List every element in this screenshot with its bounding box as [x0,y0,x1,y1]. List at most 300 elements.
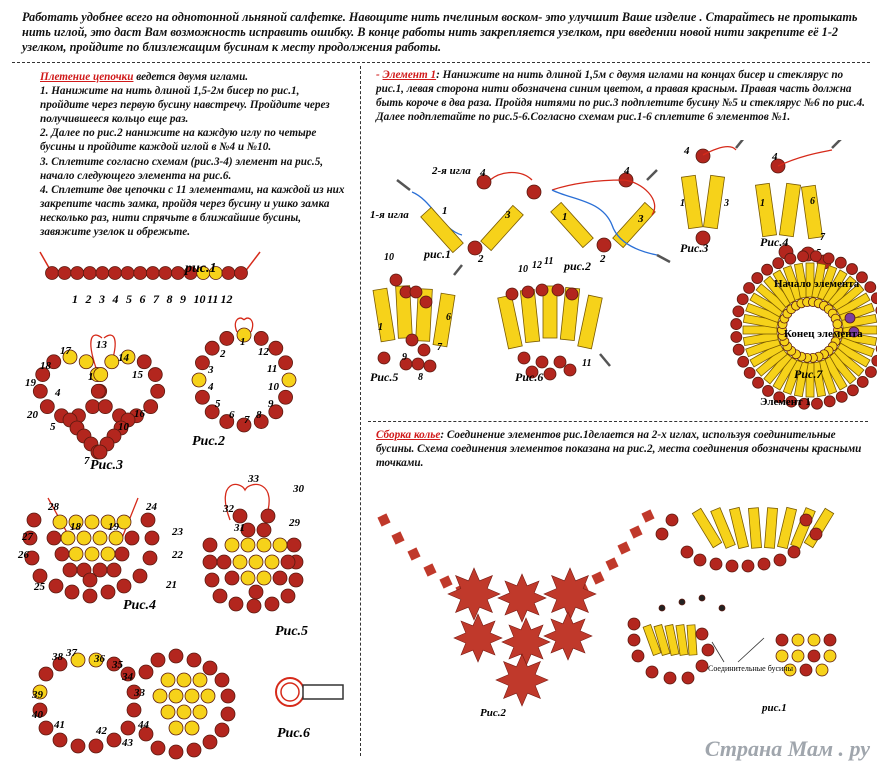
bead [800,664,812,676]
bead [215,673,229,687]
bead [187,743,201,757]
bead [55,547,69,561]
bead [205,573,219,587]
afig2-label: Рис.2 [480,707,506,719]
element-title: Элемент 1 [382,69,437,81]
bead [702,644,714,656]
connect-label: Соединительные бусины [708,664,793,673]
bead [53,733,67,747]
bead [203,538,217,552]
bead-number: 17 [60,345,71,357]
bead [733,344,744,355]
bead [871,293,877,304]
bead [89,739,103,753]
bead-number: 41 [54,719,65,731]
bead [554,356,566,368]
bead [719,605,725,611]
bead [121,267,134,280]
bead [93,445,107,459]
bead [145,531,159,545]
bead [744,367,755,378]
bead [282,373,296,387]
chain-step-2: 2. Далее по рис.2 нанижите на каждую иглу по четыре бусины и пройдите каждой иглой в №4 и №10. [40,127,317,154]
bead [281,589,295,603]
fig3-label: Рис.3 [90,458,124,473]
bead [564,364,576,376]
bead [279,356,293,370]
bead-number: 7 [820,232,825,243]
bead [522,286,534,298]
bead-number: 12 [532,260,542,271]
bead [823,253,834,264]
bead [177,673,191,687]
bead-number: 43 [122,737,133,749]
bead-number: 1 [760,198,765,209]
bead [808,650,820,662]
bead [694,554,706,566]
bead [664,672,676,684]
bead [203,555,217,569]
bead-number: 7 [153,292,159,306]
chain-link [389,529,407,547]
bead-number: 4 [112,292,119,306]
chain-link [437,573,455,591]
chain-link [639,507,657,525]
bead-number: 10 [384,252,394,263]
fig6-label: Рис.6 [277,726,311,741]
chain-fig3 [25,335,165,473]
bead [205,341,219,355]
bead [133,569,147,583]
bead [39,667,53,681]
bead [225,538,239,552]
bead [798,251,809,262]
bead [137,355,151,369]
bead-number: 33 [134,687,145,699]
bead [69,547,83,561]
bead-number: 8 [256,409,262,421]
bead [58,267,71,280]
bead [506,288,518,300]
bead-number: 10 [118,421,129,433]
bead-number: 5 [126,292,132,306]
bead-number: 9 [180,292,186,306]
bugle-bead [801,185,822,238]
star-element [544,612,592,660]
chain-intro: ведется двумя иглами. [133,71,249,83]
bead-number: 24 [146,501,157,513]
bead-number: 37 [66,647,77,659]
bead [221,689,235,703]
bead [424,360,436,372]
bead-number: 12 [258,346,269,358]
bead [115,547,129,561]
bead [726,560,738,572]
bead [91,384,105,398]
bead [810,251,821,262]
bead [144,400,158,414]
star-element [454,614,502,662]
chain-title: Плетение цепочки [40,71,134,83]
divider-top [12,62,870,63]
bead-number: 3 [99,292,105,306]
bead [193,673,207,687]
assembly-diagrams [362,490,877,760]
bead [39,721,53,735]
element1-label: Элемент 1 [760,396,811,408]
bead [151,384,165,398]
bead-number: 16 [134,408,145,420]
bead [792,634,804,646]
bead-number: 2 [600,253,606,265]
bead [151,653,165,667]
bead-number: 35 [112,659,123,671]
bead-number: 14 [118,352,129,364]
bead-number: 31 [234,522,245,534]
bead [185,689,199,703]
bead [249,555,263,569]
bead-number: 3 [724,198,729,209]
assembly-instructions [376,428,866,470]
bead-number: 8 [166,292,173,306]
bead [552,284,564,296]
bead-number: 4 [480,167,486,179]
bead [172,267,185,280]
bead [169,689,183,703]
bead-number: 5 [50,421,56,433]
bead-number: 1 [562,211,568,223]
bead-number: 4 [208,381,214,393]
bead [96,267,109,280]
chain-instructions [40,70,350,239]
bead [125,531,139,545]
bead [876,305,877,316]
star-element [448,568,500,620]
bead [731,319,742,330]
bead [410,286,422,298]
bead [169,745,183,759]
bead [221,707,235,721]
chain-diagrams [0,240,360,760]
bead [117,515,131,529]
rfig5-label: Рис.5 [370,370,399,384]
bead [241,571,255,585]
bead [776,650,788,662]
bead [762,264,773,275]
bead [65,585,79,599]
bead [699,595,705,601]
bead [192,373,206,387]
assembly-text: : Соединение элементов рис.1делается на 2-х иглах, используя соединительные бусины. Схема соединения элементов показана на рис.2, места соединения обозначены красными точками. [376,429,862,470]
header-text: Работать удобнее всего на однотонной льняной салфетке. Навощите нить пчелиным воском- это улучшит Ваше изделие . Старайтесь не протыкать нить иглой, это даст Вам возможность исправить ошибку. В конце работы нить закрепляется узелком, при введении новой нити закрепите её 1-2 узелком, пройдите по близлежащим бусинам к месту продолжения работы. [22,10,858,54]
chain-step-3: 3. Сплетите согласно схемам (рис.3-4) элемент на рис.5, начало следующего элемента на рис.6. [40,155,324,182]
bead-number: 5 [215,398,221,410]
bead [134,267,147,280]
bead [233,555,247,569]
bead [597,238,611,252]
bead-number: 15 [132,369,143,381]
start-label: Начало элемента [774,278,860,290]
bead [94,368,108,382]
bead [161,705,175,719]
bead-number: 38 [52,651,63,663]
watermark: Страна Мам . ру [704,736,870,761]
bead-number: 3 [638,213,644,225]
bead [83,573,97,587]
rfig6-label: Рис.6 [515,370,544,384]
divider-vertical [360,66,361,756]
bead [412,358,424,370]
chain-fig6 [31,647,343,759]
bead [40,400,54,414]
bead [774,554,786,566]
rfig2-label: рис.2 [564,259,591,273]
bead-number: 33 [248,473,259,485]
bugle-bead [779,183,800,236]
bead [146,267,159,280]
bead [169,721,183,735]
bead [758,558,770,570]
bead [287,538,301,552]
bead [93,531,107,545]
bead-number: 42 [96,725,107,737]
bead-number: 1 [88,371,94,383]
bead-number: 6 [139,292,146,306]
bead [177,705,191,719]
bead [86,400,100,414]
bead [83,589,97,603]
bead [46,267,59,280]
bead [265,555,279,569]
bead [628,634,640,646]
bead-number: 4 [684,145,690,157]
bead-number: 11 [544,256,554,267]
bead [737,294,748,305]
bead-number: 2 [478,253,484,265]
bead-number: 11 [582,358,592,369]
bead [101,547,115,561]
bead [679,599,685,605]
bead-number: 7 [244,414,250,426]
bead [876,343,877,354]
rfig3-label: Рис.3 [680,241,709,255]
bead [824,650,836,662]
bead [203,735,217,749]
bead [835,257,846,268]
bead [776,634,788,646]
bead-number: 13 [96,339,107,351]
bead-number: 10 [193,292,206,306]
bead-number: 12 [220,292,233,306]
bugle-bead [703,175,724,228]
bugle-bead [764,508,777,549]
bead-number: 39 [32,689,43,701]
needle1-label: 1-я игла [370,209,409,221]
bead-number: 10 [268,381,279,393]
chain-link [589,569,607,587]
element-diagrams [362,140,877,425]
bead [101,585,115,599]
bead [696,149,710,163]
element-text: : Нанижите на нить длиной 1,5м с двумя иглами на концах бисер и стеклярус по рис.1, левая сторона нити обозначена синим цветом, а правая красным. Правая часть должна быть короче в два раза. Пройдя нитями по рис.3 подплетите бусину №5 и стеклярус №6 по рис.4. Далее подплетайте по рис.5-6.Согласно схемам рис.1-6 сплетите 6 элементов №1. [376,69,865,124]
bead-number: 4 [624,165,630,177]
rfig1-label: рис.1 [424,247,451,261]
bead [696,660,708,672]
bead-number: 30 [293,483,304,495]
bugle-bead [748,508,761,549]
bead [257,538,271,552]
chain-link [375,511,393,529]
bead [773,258,784,269]
rfig4-label: Рис.4 [760,235,789,249]
bead [107,733,121,747]
bead-number: 18 [70,521,81,533]
bead [731,331,742,342]
bugle-bead [755,183,776,236]
bugle-bead [578,295,603,349]
bead [217,555,231,569]
bead-number: 7 [437,342,442,353]
bead [222,267,235,280]
bead [83,267,96,280]
bead [628,618,640,630]
bead-number: 19 [25,377,36,389]
bead [61,531,75,545]
rfig7-label: Рис.7 [794,367,823,381]
bead [215,723,229,737]
bead-number: 2 [220,348,226,360]
bead-number: 2 [85,292,92,306]
bead [810,528,822,540]
bead [85,515,99,529]
chain-fig2 [192,318,296,449]
afig1-label: рис.1 [762,702,787,714]
chain-link [421,561,439,579]
bead-number: 32 [223,503,234,515]
fig2-label: Рис.2 [192,434,226,449]
bead [527,185,541,199]
bead-number: 11 [207,292,219,306]
bead [241,538,255,552]
bead [213,589,227,603]
bead [193,705,207,719]
bead-number: 40 [32,709,43,721]
bead [161,673,175,687]
bead-number: 25 [34,581,45,593]
bead-number: 6 [446,312,451,323]
bead-number: 1 [442,205,448,217]
bead-number: 21 [166,579,177,591]
bugle-bead [481,205,524,250]
bugle-bead [551,202,594,247]
bead [49,579,63,593]
chain-fig1 [40,252,260,306]
bead-number: 1 [240,336,246,348]
bead [247,599,261,613]
bead [682,672,694,684]
star-element [498,574,546,622]
bead [742,560,754,572]
star-element [502,618,550,666]
bead [107,563,121,577]
bead [865,367,876,378]
bead [824,396,835,407]
bead [141,513,155,527]
bead-number: 4 [772,151,778,163]
bead-number: 28 [48,501,59,513]
bead-number: 9 [268,398,274,410]
bead [738,356,749,367]
bead-number: 10 [518,264,528,275]
bead [792,650,804,662]
chain-step-4: 4. Сплетите две цепочки с 11 элементами, на каждой из них закрепите часть замка, пройдя через бусину и ушко замка несколько раз, нити спрячьте в ближайшие бусины, завяжите узелок и обрежьте. [40,183,345,239]
star-element [496,654,548,706]
chain-link [615,539,633,557]
bead [666,514,678,526]
bead [696,628,708,640]
bead [785,253,796,264]
bead [646,666,658,678]
bead [847,264,858,275]
bugle-bead [613,202,656,247]
bead [235,267,248,280]
bead [109,531,123,545]
bead [378,352,390,364]
bead [71,739,85,753]
bead [98,400,112,414]
bead-number: 44 [138,719,149,731]
bead [27,513,41,527]
bead [185,721,199,735]
bead-number: 20 [27,409,38,421]
bead [744,282,755,293]
bead-number: 6 [229,409,235,421]
fig4-label: Рис.4 [123,598,157,613]
bead [269,341,283,355]
bead-number: 1 [72,292,78,306]
bead [153,689,167,703]
bead [733,306,744,317]
bead-number: 3 [208,364,214,376]
bead [77,531,91,545]
chain-link [627,523,645,541]
bead-number: 9 [402,352,407,363]
bead [63,563,77,577]
bead [279,390,293,404]
bead [201,689,215,703]
assembly-title: Сборка колье [376,429,441,441]
end-label: Конец элемента [784,328,863,340]
bead [753,377,764,388]
bead-number: 26 [18,549,29,561]
bead [79,355,93,369]
bead [151,741,165,755]
bead-number: 8 [418,372,423,383]
bead-number: 3 [505,209,511,221]
bead-number: 27 [22,531,33,543]
bead-number: 11 [267,363,278,375]
bead-number: 19 [108,521,119,533]
bead [121,721,135,735]
bead [233,509,247,523]
bead [281,555,295,569]
bead [159,267,172,280]
bead [127,703,141,717]
bead [847,385,858,396]
bead-number: 4 [55,387,61,399]
bead-number: 36 [94,653,105,665]
bead [659,605,665,611]
